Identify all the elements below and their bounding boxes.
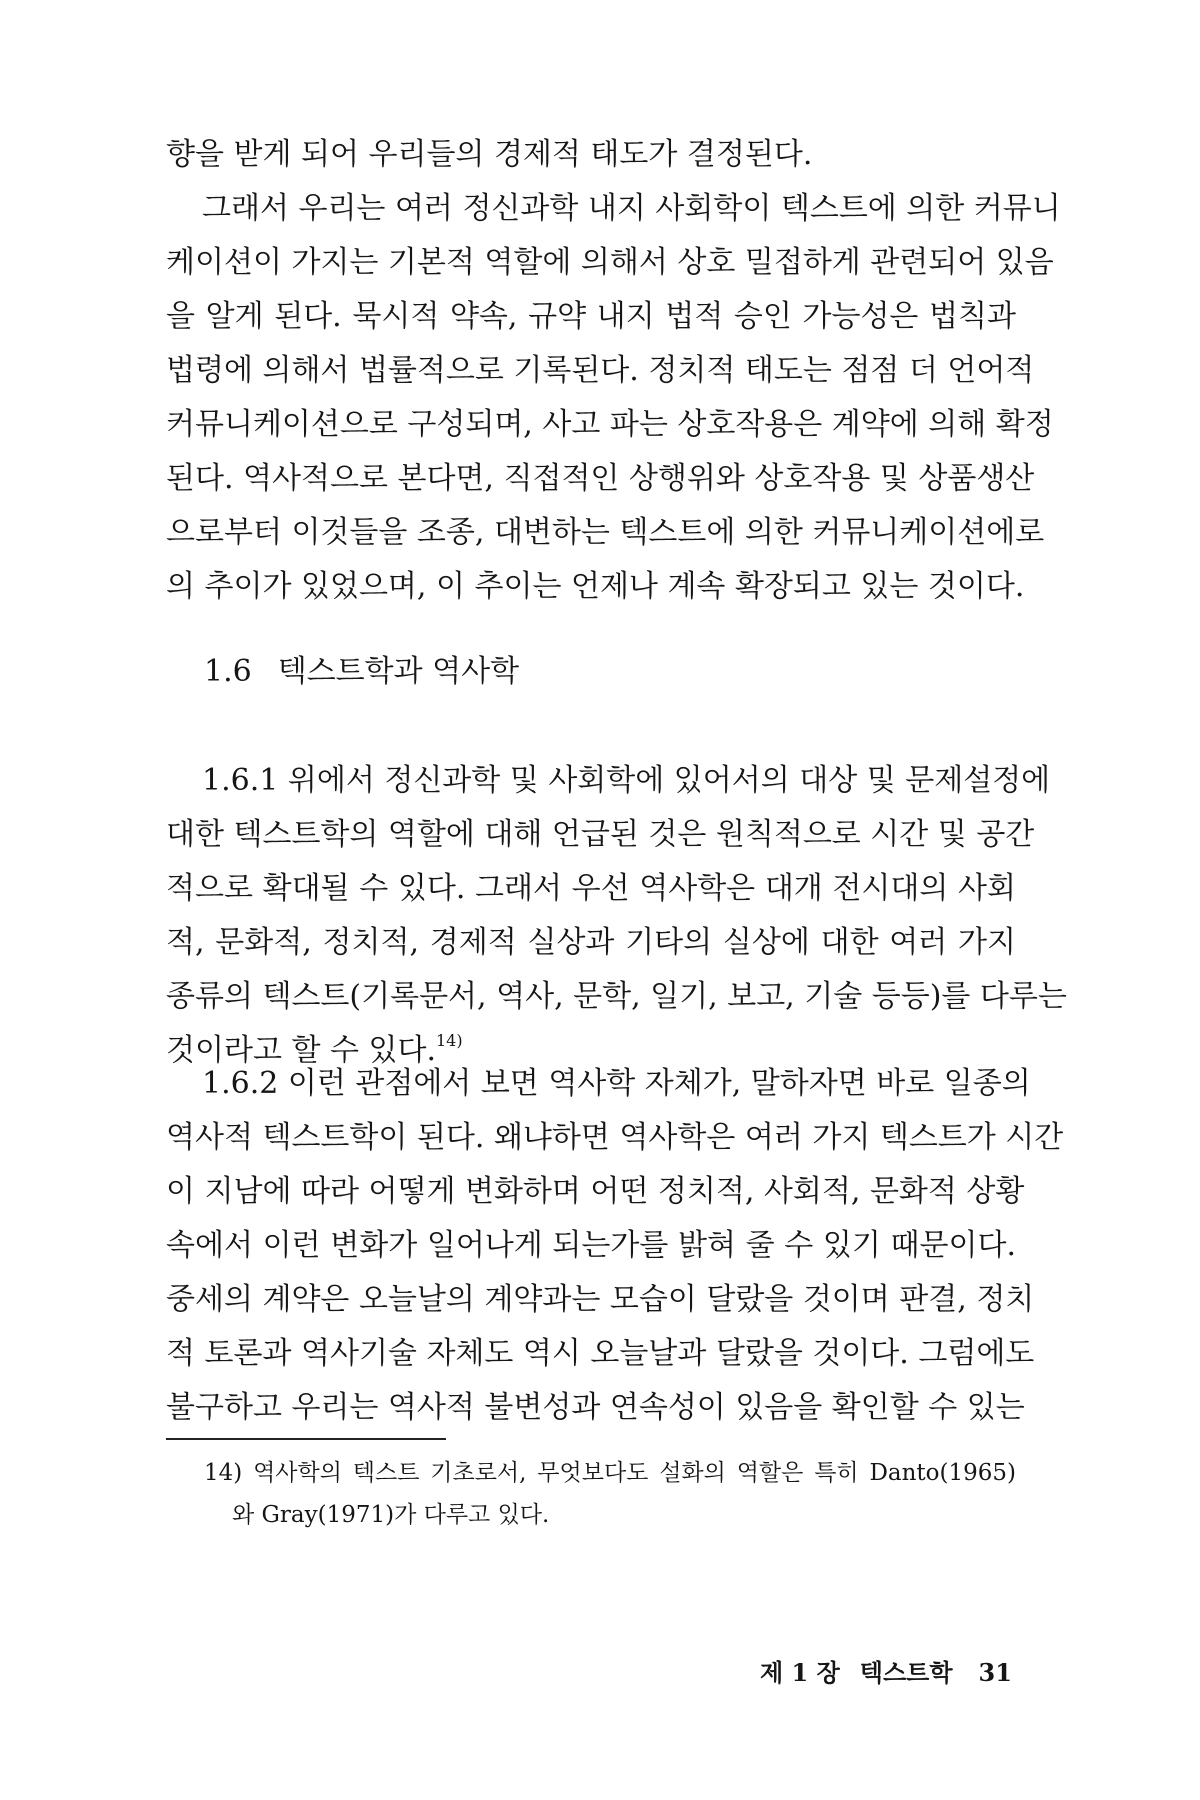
footnote-divider [166,1438,446,1440]
text-line: 역사적 텍스트학이 된다. 왜냐하면 역사학은 여러 가지 텍스트가 시간 [166,1120,1064,1155]
footnote [204,1452,1016,1536]
text-line: 법령에 의해서 법률적으로 기록된다. 정치적 태도는 점점 더 언어적 [166,353,1035,388]
text-line: 속에서 이런 변화가 일어나게 되는가를 밝혀 줄 수 있기 때문이다. [166,1228,1016,1263]
paragraph-1-6-1 [166,754,1067,1078]
text-line: 중세의 계약은 오늘날의 계약과는 모습이 달랐을 것이며 판결, 정치 [166,1282,1035,1317]
text-line: 불구하고 우리는 역사적 불변성과 연속성이 있음을 확인할 수 있는 [166,1390,1025,1425]
text-line: 적, 문화적, 정치적, 경제적 실상과 기타의 실상에 대한 여러 가지 [166,925,1016,960]
running-footer [760,1658,1012,1688]
section-number: 1.6 [204,654,252,689]
footnote-line: 와 Gray(1971)가 다루고 있다. [232,1502,550,1528]
paragraph-1 [166,182,1061,614]
footnote-reference[interactable]: 14) [435,1031,463,1050]
text-line: 을 알게 된다. 묵시적 약속, 규약 내지 법적 승인 가능성은 법칙과 [166,299,1016,334]
text-line: 케이션이 가지는 기본적 역할에 의해서 상호 밀접하게 관련되어 있음 [166,245,1054,280]
text-line: 적 토론과 역사기술 자체도 역시 오늘날과 달랐을 것이다. 그럼에도 [166,1336,1035,1371]
text-line: 대한 텍스트학의 역할에 대해 언급된 것은 원칙적으로 시간 및 공간 [166,817,1035,852]
text-line: 커뮤니케이션으로 구성되며, 사고 파는 상호작용은 계약에 의해 확정 [166,407,1054,442]
chapter-label: 제 1 장 [760,1658,840,1687]
text-line: 향을 받게 되어 우리들의 경제적 태도가 결정된다. [166,137,813,172]
text-line: 으로부터 이것들을 조종, 대변하는 텍스트에 의한 커뮤니케이션에로 [166,515,1045,550]
section-title: 텍스트학과 역사학 [277,654,520,689]
text-line: 이 지남에 따라 어떻게 변화하며 어떤 정치적, 사회적, 문화적 상황 [166,1174,1025,1209]
page-number: 31 [978,1658,1012,1687]
footnote-line: 14) 역사학의 텍스트 기초로서, 무엇보다도 설화의 역할은 특히 Danto(1965) [204,1460,1016,1486]
text-line: 그래서 우리는 여러 정신과학 내지 사회학이 텍스트에 의한 커뮤니 [202,191,1061,226]
text-line: 1.6.2 이런 관점에서 보면 역사학 자체가, 말하자면 바로 일종의 [202,1066,1031,1101]
text-line: 된다. 역사적으로 본다면, 직접적인 상행위와 상호작용 및 상품생산 [166,461,1035,496]
text-line: 종류의 텍스트(기록문서, 역사, 문학, 일기, 보고, 기술 등등)를 다루는 [166,979,1067,1014]
intro-paragraph [166,128,1016,182]
text-line: 1.6.1 위에서 정신과학 및 사회학에 있어서의 대상 및 문제설정에 [202,763,1051,798]
text-line: 것이라고 할 수 있다. [166,1033,436,1068]
paragraph-1-6-2 [166,1057,1064,1435]
chapter-title: 텍스트학 [859,1658,953,1687]
text-line: 적으로 확대될 수 있다. 그래서 우선 역사학은 대개 전시대의 사회 [166,871,1016,906]
section-heading [204,652,519,692]
text-line: 의 추이가 있었으며, 이 추이는 언제나 계속 확장되고 있는 것이다. [166,569,1025,604]
